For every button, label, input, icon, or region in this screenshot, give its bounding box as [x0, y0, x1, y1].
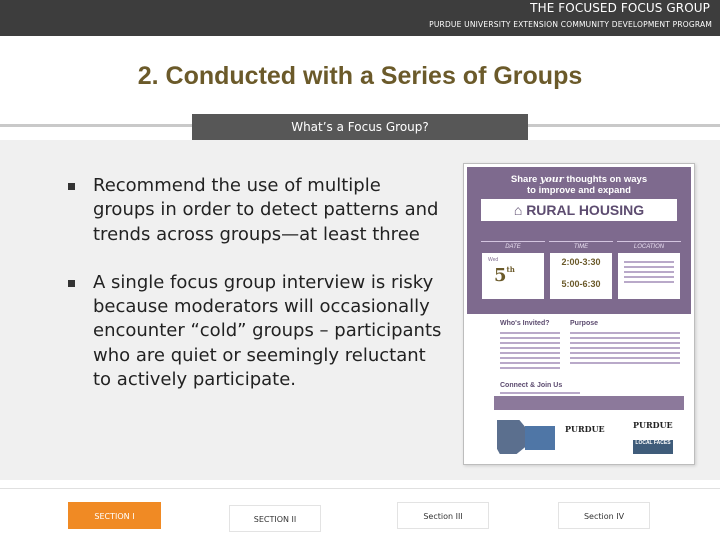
flyer-purpose-text [570, 332, 680, 367]
bullet-item [68, 174, 448, 247]
bullet-text: A single focus group interview is risky because moderators will occasionally encounter “cold” groups – participants who are quiet or seemingly reluctant to actively participate. [93, 271, 442, 391]
flyer-contact-bar [494, 396, 684, 410]
nav-section-4[interactable]: Section IV [558, 502, 650, 529]
nav-section-3[interactable]: Section III [397, 502, 489, 529]
section-navigation [0, 488, 720, 540]
flyer-col-date: DATE [481, 241, 545, 250]
house-icon: ⌂ [513, 202, 523, 218]
flyer-date: Wed 5th [488, 257, 515, 286]
flyer-who-heading: Who's Invited? [500, 320, 550, 327]
bullet-list [68, 174, 448, 416]
flyer-col-location: LOCATION [617, 241, 681, 250]
nav-divider [0, 488, 720, 489]
flyer-image [463, 163, 695, 465]
flyer-date-card [482, 253, 544, 299]
flyer-header [467, 167, 691, 314]
bullet-square-icon [68, 183, 75, 190]
flyer-col-time: TIME [549, 241, 613, 250]
slide-title: 2. Conducted with a Series of Groups [137, 62, 583, 90]
section-tag: What’s a Focus Group? [192, 114, 528, 140]
program-subtitle: PURDUE UNIVERSITY EXTENSION COMMUNITY DEVELOPMENT PROGRAM [429, 20, 712, 29]
bullet-square-icon [68, 280, 75, 287]
purdue-logo-right: PURDUE [633, 420, 673, 430]
nav-section-1[interactable]: SECTION I [68, 502, 161, 529]
flyer-location-card [618, 253, 680, 299]
flyer-banner: ⌂ RURAL HOUSING [481, 199, 677, 221]
top-header-bar [0, 0, 720, 36]
flyer-connect-heading: Connect & Join Us [500, 382, 563, 389]
flyer-logos [467, 414, 691, 461]
bullet-item [68, 271, 448, 392]
indiana-map-logo [497, 420, 525, 454]
nav-section-2[interactable]: SECTION II [229, 505, 321, 532]
local-faces-logo: LOCAL FACES [633, 440, 673, 454]
flyer-times: 2:00-3:30 5:00-6:30 [561, 257, 601, 289]
bullet-text: Recommend the use of multiple groups in order to detect patterns and trends across groups—at least three [93, 175, 439, 245]
program-title: THE FOCUSED FOCUS GROUP [530, 1, 710, 15]
partner-logo [525, 426, 555, 450]
purdue-logo-left: PURDUE [565, 424, 605, 434]
flyer-headline: Share your thoughts on ways to improve and expand [510, 174, 648, 196]
flyer-time-card [550, 253, 612, 299]
flyer-who-text [500, 332, 560, 372]
flyer-purpose-heading: Purpose [570, 320, 599, 327]
